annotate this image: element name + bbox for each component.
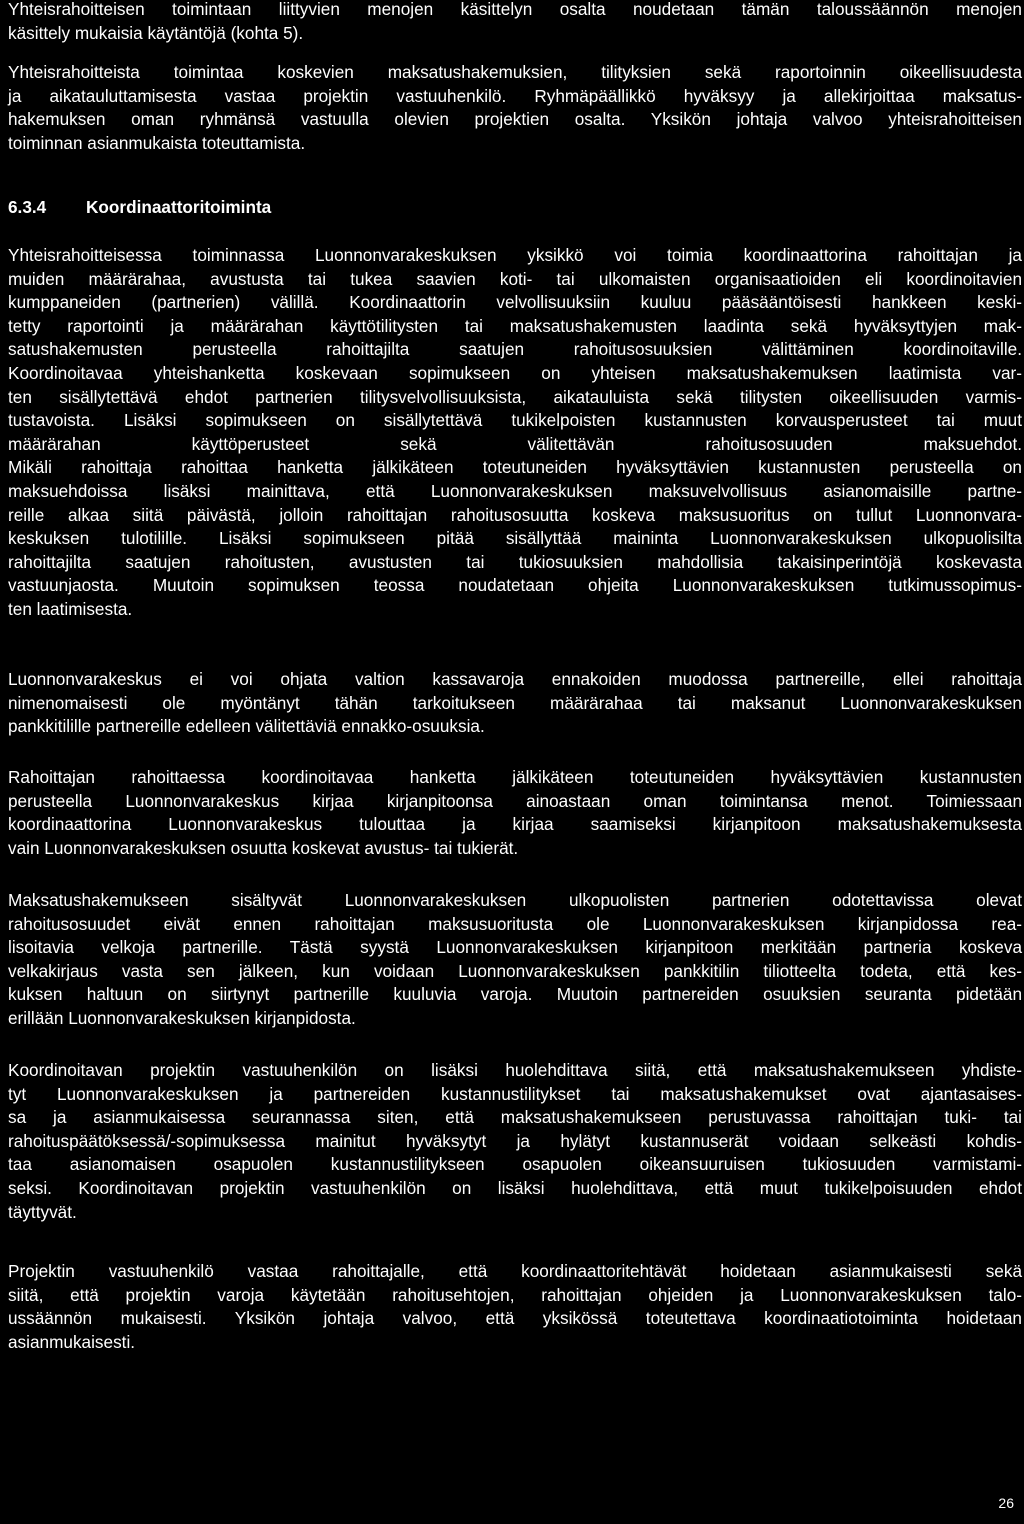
paragraph-projektin-vastuuhenkilo <box>8 1260 1022 1354</box>
page-number: 26 <box>998 1495 1014 1511</box>
text-line: lisoitavia velkoja partnerille. Tästä syystä Luonnonvarakeskuksen kirjanpitoon merkitään partneria koskeva <box>8 937 1022 958</box>
text-line: nimenomaisesti ole myöntänyt tähän tarkoitukseen määrärahaa tai maksanut Luonnonvarakeskuksen <box>8 692 1022 713</box>
text-line: toiminnan asianmukaista toteuttamista. <box>8 132 306 153</box>
text-line: erillään Luonnonvarakeskuksen kirjanpidosta. <box>8 1007 356 1028</box>
text-line: seksi. Koordinoitavan projektin vastuuhenkilön on lisäksi huolehdittava, että muut tukikelpoisuuden ehdot <box>8 1177 1022 1198</box>
text-line: käsittely mukaisia käytäntöjä (kohta 5). <box>8 22 304 43</box>
paragraph-koordinoitava-projekti <box>8 1059 1022 1224</box>
text-line: reille alkaa siitä päivästä, jolloin rahoittajan rahoitusosuutta koskeva maksusuoritus on tullut Luonnonvara- <box>8 504 1022 525</box>
paragraph-maksatushakemus <box>8 889 1022 1031</box>
text-line: Koordinoitavan projektin vastuuhenkilön on lisäksi huolehdittava siitä, että maksatushakemukseen yhdiste- <box>8 1060 1022 1080</box>
text-line: rahoitusosuudet eivät ennen rahoittajan maksusuoritusta ole Luonnonvarakeskuksen kirjanpidossa rea- <box>8 913 1022 934</box>
text-line: sa ja asianmukaisessa seurannassa siten, että maksatushakemukseen perustuvassa rahoittajan tuki- tai <box>8 1107 1022 1128</box>
text-line: muiden määrärahaa, avustusta tai tukea saavien koti- tai ulkomaisten organisaatioiden eli koordinoitavien <box>8 268 1022 289</box>
text-line: perusteella Luonnonvarakeskus kirjaa kirjanpitoonsa ainoastaan oman toimintansa menot. Toimiessaan <box>8 790 1022 811</box>
text-line: siitä, että projektin varoja käytetään rahoitusehtojen, rahoittajan ohjeiden ja Luonnonvarakeskuksen talo- <box>8 1284 1022 1305</box>
text-line: kumppaneiden (partnerien) välillä. Koordinaattorin velvollisuuksiin kuuluu pääsääntöisesti hankkeen keski- <box>8 292 1022 313</box>
text-line: pankkitilille partnereille edelleen välitettäviä ennakko-osuuksia. <box>8 716 485 737</box>
paragraph-kassavarat <box>8 668 1022 739</box>
text-line: velkakirjaus vasta sen jälkeen, kun voidaan Luonnonvarakeskuksen pankkitilin tiliotteelta todeta, että kes- <box>8 960 1022 981</box>
section-heading <box>8 196 271 220</box>
text-line: ten laatimisesta. <box>8 598 133 619</box>
text-line: keskuksen tulotilille. Lisäksi sopimukseen pitää sisällyttää maininta Luonnonvarakeskuksen ulkopuolisilta <box>8 528 1022 549</box>
text-line: vastuunjaosta. Muutoin sopimuksen teossa noudatetaan ohjeita Luonnonvarakeskuksen tutkimussopimus- <box>8 575 1022 596</box>
text-line: Yhteisrahoitteista toimintaa koskevien maksatushakemuksien, tilityksien sekä raportoinnin oikeellisuudesta <box>8 62 1022 82</box>
text-line: rahoituspäätöksessä/-sopimuksessa mainitut hyväksytyt ja hylätyt kustannuserät voidaan selkeästi kohdis- <box>8 1130 1022 1151</box>
text-line: ja aikatauluttamisesta vastaa projektin vastuuhenkilö. Ryhmäpäällikkö hyväksyy ja allekirjoittaa maksatus- <box>8 85 1022 106</box>
paragraph-kirjanpito <box>8 766 1022 860</box>
text-line: ussäännön mukaisesti. Yksikön johtaja valvoo, että yksikössä toteutettava koordinaatiotoiminta hoidetaan <box>8 1308 1022 1329</box>
text-line: Rahoittajan rahoittaessa koordinoitavaa hanketta jälkikäteen toteutuneiden hyväksyttävien kustannusten <box>8 767 1022 787</box>
text-line: kuksen haltuun on siirtynyt partnerille kuuluvia varoja. Muutoin partnereiden osuuksien seuranta pidetään <box>8 984 1022 1005</box>
text-line: Yhteisrahoitteisessa toiminnassa Luonnonvarakeskuksen yksikkö voi toimia koordinaattorina rahoittajan ja <box>8 245 1022 265</box>
text-line: maksuehdoissa lisäksi mainittava, että Luonnonvarakeskuksen maksuvelvollisuus asianomaisille partne- <box>8 480 1022 501</box>
text-line: rahoittajilta saatujen rahoitusten, avustusten tai tukiosuuksien mahdollisia takaisinperintöjä koskevasta <box>8 551 1022 572</box>
section-title: Koordinaattoritoiminta <box>86 197 272 217</box>
text-line: tyt Luonnonvarakeskuksen ja partnereiden kustannustilitykset tai maksatushakemukset ovat ajantasaises- <box>8 1083 1022 1104</box>
text-line: tustavoista. Lisäksi sopimukseen on sisällytettävä tukikelpoisten kustannusten korvausperusteet tai muut <box>8 410 1022 431</box>
text-line: Koordinoitavaa yhteishanketta koskevaan sopimukseen on yhteisen maksatushakemuksen laatimista var- <box>8 362 1022 383</box>
text-line: satushakemusten perusteella rahoittajilta saatujen rahoitusosuuksien välittäminen koordinoitaville. <box>8 339 1022 360</box>
paragraph-koordinaattoritoiminta <box>8 244 1022 622</box>
text-line: määrärahan käyttöperusteet sekä välitettävän rahoitusosuuden maksuehdot. <box>8 433 1022 454</box>
paragraph-menojen-kasittely <box>8 0 1022 45</box>
text-line: tetty raportointi ja määrärahan käyttötilitysten tai maksatushakemusten laadinta sekä hyväksyttyjen mak- <box>8 315 1022 336</box>
text-line: Maksatushakemukseen sisältyvät Luonnonvarakeskuksen ulkopuolisten partnerien odotettavissa olevat <box>8 890 1022 910</box>
text-line: koordinaattorina Luonnonvarakeskus tulouttaa ja kirjaa saamiseksi kirjanpitoon maksatushakemuksesta <box>8 814 1022 835</box>
text-line: Mikäli rahoittaja rahoittaa hanketta jälkikäteen toteutuneiden hyväksyttävien kustannusten perusteella on <box>8 457 1022 478</box>
text-line: asianmukaisesti. <box>8 1331 136 1352</box>
text-line: hakemuksen oman ryhmänsä vastuulla olevien projektien osalta. Yksikön johtaja valvoo yhteisrahoitteisen <box>8 109 1022 130</box>
paragraph-vastuuhenkilo <box>8 61 1022 155</box>
text-line: Yhteisrahoitteisen toimintaan liittyvien menojen käsittelyn osalta noudetaan tämän taloussäännön menojen <box>8 0 1022 19</box>
text-line: taa asianomaisen osapuolen kustannustilitykseen osapuolen oikeansuuruisen tukiosuuden varmistami- <box>8 1154 1022 1175</box>
text-line: Projektin vastuuhenkilö vastaa rahoittajalle, että koordinaattoritehtävät hoidetaan asianmukaisesti sekä <box>8 1261 1022 1281</box>
text-line: vain Luonnonvarakeskuksen osuutta koskevat avustus- tai tukierät. <box>8 837 519 858</box>
text-line: Luonnonvarakeskus ei voi ohjata valtion kassavaroja ennakoiden muodossa partnereille, ellei rahoittaja <box>8 669 1022 689</box>
section-number: 6.3.4 <box>8 197 47 217</box>
text-line: täyttyvät. <box>8 1201 77 1222</box>
text-line: ten sisällytettävä ehdot partnerien tilitysvelvollisuuksista, aikatauluista sekä tilitysten oikeellisuuden varmis- <box>8 386 1022 407</box>
